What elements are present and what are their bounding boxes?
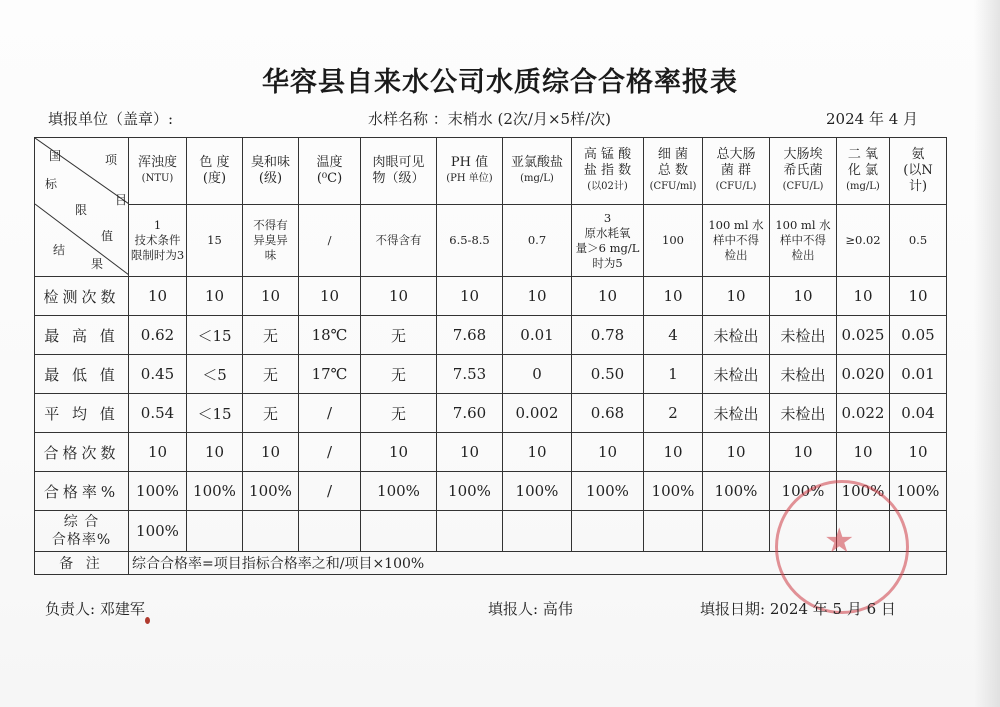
table-cell: 10	[572, 433, 644, 472]
reporting-unit-label: 填报单位（盖章）:	[48, 110, 174, 128]
table-cell: 100%	[770, 472, 837, 511]
table-cell: 10	[837, 433, 890, 472]
corner-xian: 限	[75, 203, 88, 217]
table-cell: 100%	[703, 472, 770, 511]
table-cell: 10	[299, 277, 361, 316]
table-cell	[644, 511, 703, 552]
table-cell: 10	[187, 277, 243, 316]
limit-permanganate: 3 原水耗氧 量＞6 mg/L 时为5	[572, 205, 644, 277]
table-cell: 10	[437, 433, 503, 472]
table-cell: 10	[361, 433, 437, 472]
table-cell: 未检出	[703, 355, 770, 394]
table-cell: /	[299, 394, 361, 433]
table-cell	[572, 511, 644, 552]
header-odor: 臭和味 (级)	[243, 138, 299, 205]
table-cell	[703, 511, 770, 552]
table-cell: 100%	[503, 472, 572, 511]
row-max-value	[35, 316, 947, 355]
table-cell: 18℃	[299, 316, 361, 355]
table-cell: 4	[644, 316, 703, 355]
row-average-value	[35, 394, 947, 433]
table-cell: /	[299, 433, 361, 472]
report-month: 2024 年 4 月	[826, 110, 919, 128]
table-cell: 10	[129, 433, 187, 472]
table-cell: 10	[361, 277, 437, 316]
row-label: 最 低 值	[35, 355, 129, 394]
corner-xiang: 项	[105, 153, 118, 167]
table-cell: 100%	[129, 472, 187, 511]
table-cell: 10	[890, 277, 947, 316]
table-cell: 10	[243, 277, 299, 316]
table-cell: 100%	[890, 472, 947, 511]
header-chlorite: 亚氯酸盐 (mg/L)	[503, 138, 572, 205]
table-cell: 无	[243, 316, 299, 355]
header-turbidity: 浑浊度 (NTU)	[129, 138, 187, 205]
table-cell: /	[299, 472, 361, 511]
table-cell: 无	[243, 355, 299, 394]
header-color: 色 度 (度)	[187, 138, 243, 205]
table-cell: 未检出	[770, 316, 837, 355]
table-cell	[187, 511, 243, 552]
header-temperature: 温度 (⁰C)	[299, 138, 361, 205]
table-cell: 10	[770, 277, 837, 316]
header-ph: PH 值 (PH 单位)	[437, 138, 503, 205]
table-cell: 100%	[187, 472, 243, 511]
table-cell: 7.53	[437, 355, 503, 394]
table-cell: 100%	[361, 472, 437, 511]
corner-mu: 目	[115, 193, 128, 207]
table-cell: ＜5	[187, 355, 243, 394]
table-cell: 0.020	[837, 355, 890, 394]
table-cell: 100%	[644, 472, 703, 511]
table-cell	[503, 511, 572, 552]
header-coliform: 总大肠 菌 群 (CFU/L)	[703, 138, 770, 205]
table-cell: 未检出	[770, 394, 837, 433]
limit-bacteria: 100	[644, 205, 703, 277]
report-title: 华容县自来水公司水质综合合格率报表	[262, 67, 738, 98]
limit-coliform: 100 ml 水 样中不得 检出	[703, 205, 770, 277]
limit-chlorine-dioxide: ≥0.02	[837, 205, 890, 277]
table-cell: 10	[243, 433, 299, 472]
table-cell: 100%	[437, 472, 503, 511]
table-cell: 1	[644, 355, 703, 394]
limit-visible-matter: 不得含有	[361, 205, 437, 277]
reporter: 填报人: 高伟	[488, 600, 573, 618]
limit-ammonia: 0.5	[890, 205, 947, 277]
corner-zhi: 值	[101, 229, 114, 243]
table-cell: ＜15	[187, 394, 243, 433]
remarks-label: 备 注	[35, 552, 129, 575]
limit-turbidity: 1 技术条件 限制时为3	[129, 205, 187, 277]
header-visible-matter: 肉眼可见 物（级）	[361, 138, 437, 205]
table-cell: 100%	[837, 472, 890, 511]
sample-name: 水样名称 ：末梢水 (2次/月×5样/次)	[368, 110, 612, 128]
table-cell: 0.62	[129, 316, 187, 355]
limit-row	[35, 205, 947, 277]
table-cell: 10	[187, 433, 243, 472]
table-cell: 未检出	[703, 394, 770, 433]
row-label: 最 高 值	[35, 316, 129, 355]
table-cell: 10	[129, 277, 187, 316]
row-label: 合格次数	[35, 433, 129, 472]
limit-chlorite: 0.7	[503, 205, 572, 277]
table-cell: 10	[644, 433, 703, 472]
limit-color: 15	[187, 205, 243, 277]
table-cell: 0.04	[890, 394, 947, 433]
table-cell	[243, 511, 299, 552]
table-cell: 0	[503, 355, 572, 394]
table-cell: 0.45	[129, 355, 187, 394]
header-permanganate: 高 锰 酸 盐 指 数 (以02计)	[572, 138, 644, 205]
table-cell: 10	[703, 277, 770, 316]
table-cell: 0.05	[890, 316, 947, 355]
row-label: 平 均 值	[35, 394, 129, 433]
table-cell: 未检出	[770, 355, 837, 394]
row-min-value	[35, 355, 947, 394]
limit-odor: 不得有 异臭异 味	[243, 205, 299, 277]
table-cell: 10	[572, 277, 644, 316]
table-cell: ＜15	[187, 316, 243, 355]
table-cell: 0.022	[837, 394, 890, 433]
table-cell: 10	[503, 277, 572, 316]
row-label: 合格率%	[35, 472, 129, 511]
table-cell: 10	[503, 433, 572, 472]
table-cell: 0.002	[503, 394, 572, 433]
overall-value: 100%	[129, 511, 187, 552]
corner-cell	[35, 138, 129, 277]
page-edge-shadow	[974, 0, 1000, 707]
table-cell	[299, 511, 361, 552]
table-cell: 0.01	[890, 355, 947, 394]
table-cell: 17℃	[299, 355, 361, 394]
responsible-person: 负责人: 邓建军	[45, 600, 145, 618]
header-ammonia: 氨 (以N 计)	[890, 138, 947, 205]
row-pass-count	[35, 433, 947, 472]
corner-guo2: 果	[91, 257, 104, 271]
header-chlorine-dioxide: 二 氧 化 氯 (mg/L)	[837, 138, 890, 205]
table-cell: 0.68	[572, 394, 644, 433]
table-cell: 10	[703, 433, 770, 472]
overall-label: 综 合 合格率%	[35, 511, 129, 552]
row-test-count	[35, 277, 947, 316]
table-cell: 100%	[572, 472, 644, 511]
table-cell: 2	[644, 394, 703, 433]
ink-mark	[145, 617, 150, 624]
table-cell: 10	[770, 433, 837, 472]
table-cell: 7.60	[437, 394, 503, 433]
table-cell: 10	[837, 277, 890, 316]
table-cell: 未检出	[703, 316, 770, 355]
table-cell	[361, 511, 437, 552]
row-label: 检测次数	[35, 277, 129, 316]
table-cell: 7.68	[437, 316, 503, 355]
corner-guo: 国	[49, 149, 62, 163]
table-cell: 0.50	[572, 355, 644, 394]
limit-ecoli: 100 ml 水 样中不得 检出	[770, 205, 837, 277]
header-bacteria: 细 菌 总 数 (CFU/ml)	[644, 138, 703, 205]
corner-jie: 结	[53, 243, 66, 257]
table-cell: 0.01	[503, 316, 572, 355]
table-cell: 无	[361, 355, 437, 394]
corner-biao: 标	[45, 177, 58, 191]
table-cell: 无	[361, 394, 437, 433]
table-cell: 0.54	[129, 394, 187, 433]
report-date: 填报日期: 2024 年 5 月 6 日	[700, 600, 896, 618]
table-cell: 10	[890, 433, 947, 472]
table-cell: 无	[243, 394, 299, 433]
remarks-content: 综合合格率=项目指标合格率之和/项目×100%	[129, 552, 947, 575]
limit-ph: 6.5-8.5	[437, 205, 503, 277]
seal-star-icon: ★	[824, 521, 855, 561]
table-cell: 10	[437, 277, 503, 316]
limit-temperature: /	[299, 205, 361, 277]
header-row	[35, 138, 947, 205]
table-cell: 无	[361, 316, 437, 355]
table-cell	[437, 511, 503, 552]
header-ecoli: 大肠埃 希氏菌 (CFU/L)	[770, 138, 837, 205]
official-seal	[775, 480, 909, 614]
table-cell: 10	[644, 277, 703, 316]
table-cell: 100%	[243, 472, 299, 511]
table-cell: 0.78	[572, 316, 644, 355]
table-cell: 0.025	[837, 316, 890, 355]
